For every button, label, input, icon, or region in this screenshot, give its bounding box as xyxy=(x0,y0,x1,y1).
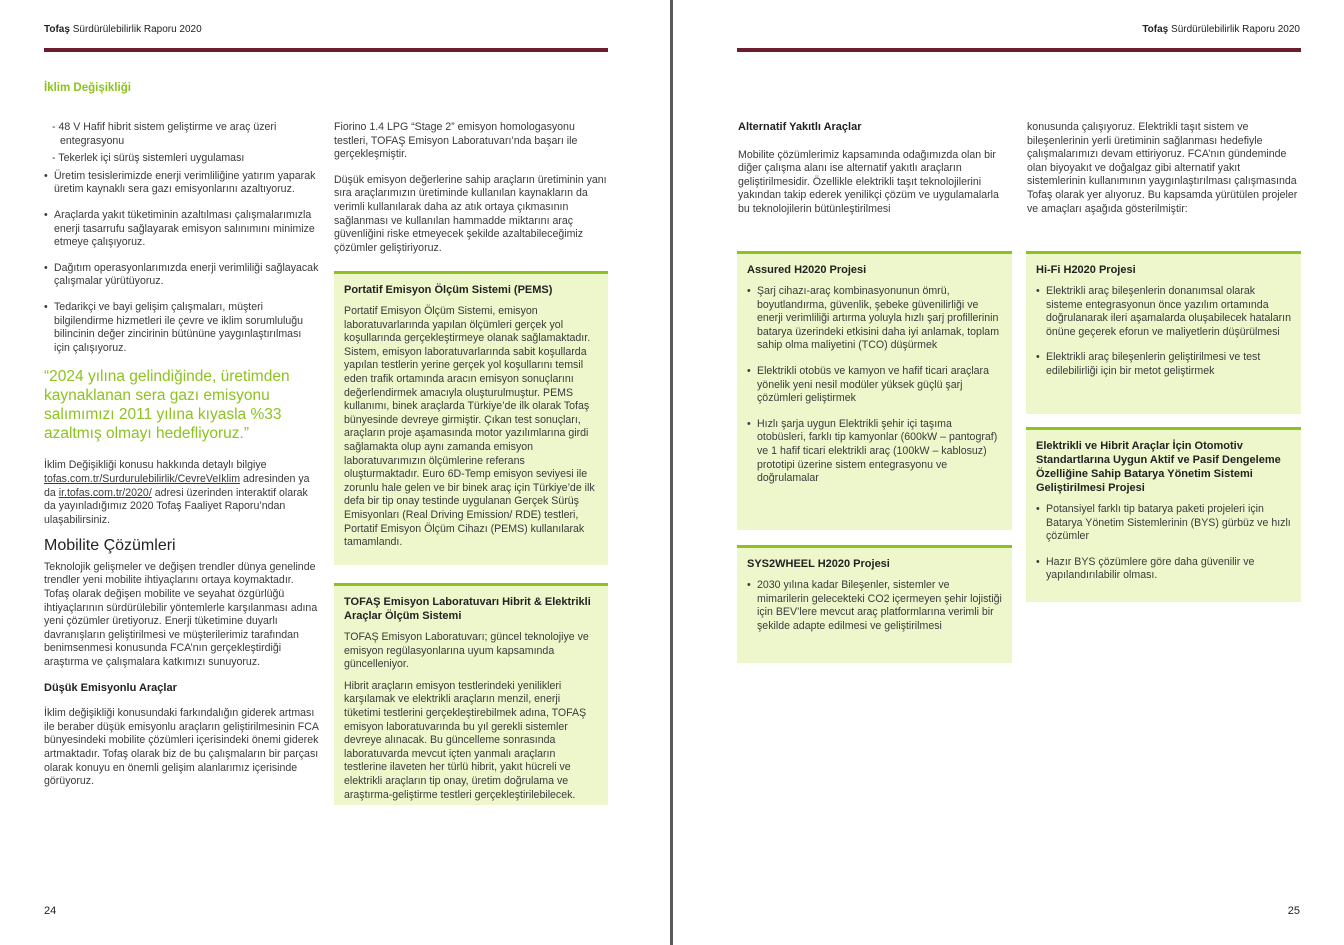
link-faaliyet-raporu[interactable]: ir.tofas.com.tr/2020/ xyxy=(58,486,152,499)
list-item: • Elektrikli araç bileşenlerin geliştirilmesi ve test edilebilirliği için bir metot geliştirmek xyxy=(1036,351,1291,378)
section-label: İklim Değişikliği xyxy=(44,82,131,94)
assured-box xyxy=(737,251,1012,530)
list-item: • Tedarikçi ve bayi gelişim çalışmaları, müşteri bilgilendirme hizmetleri ile çevre ve iklim sorumluluğu bilincinin değer zincirinin bütününe yaygınlaştırılması için çalışıyoruz. xyxy=(44,301,320,355)
mobility-heading: Mobilite Çözümleri xyxy=(44,537,176,555)
battery-box-title: Elektrikli ve Hibrit Araçlar İçin Otomotiv Standartlarına Uygun Aktif ve Pasif Dengeleme Özelliğine Sahip Batarya Yönetim Sistemi Geliştirilmesi Projesi xyxy=(1036,440,1281,494)
pems-box xyxy=(334,271,608,565)
header-brand: Tofaş xyxy=(44,24,70,35)
left-column-1 xyxy=(44,121,320,801)
page-right xyxy=(674,0,1344,945)
mobility-paragraph: Teknolojik gelişmeler ve değişen trendler dünya genelinde trendler yeni mobilite ihtiyaçlarını ortaya koymaktadır. Tofaş olarak değişen mobilite ve seyahat özgürlüğü ihtiyaçlarının sürdürülebilir yöntemlerle karşılanması adına yeni çözümler üretiyoruz. Enerji tüketimine duyarlı davranışların geliştirilmesi ve müşterilerimiz tarafından benimsenmesi konusunda FCA’nın gerçekleştirdiği araştırma ve çalışmalara katkımızı sunuyoruz. xyxy=(44,560,318,669)
page-number: 24 xyxy=(44,905,57,917)
list-item: • Şarj cihazı-araç kombinasyonunun ömrü, boyutlandırma, güvenlik, şebeke güvenilirliği ve enerji verimliliği artırma yoluyla hızlı şarj profillerinin batarya üzerindeki etkisini daha iyi anlamak, toplam sahip olma maliyetini (TCO) düşürmek xyxy=(747,285,1002,353)
page-number: 25 xyxy=(1287,905,1300,917)
paragraph: Düşük emisyon değerlerine sahip araçların üretiminin yanı sıra araçlarımızın üretiminde kullanılan kaynakların da verimli kullanılarak daha az atık ortaya çıkmasının sağlanması ve kullanılan hammadde miktarını araç güvenliğini riske etmeyecek şekilde azaltabileceğimiz çözümler geliştiriyoruz. xyxy=(334,173,607,254)
list-item: • 2030 yılına kadar Bileşenler, sistemler ve mimarilerin gelecekteki CO2 içermeyen şehir lojistiği için BEV’lere mevcut araç platformlarına verimli bir şekilde adapte edilmesi ve geliştirilmesi xyxy=(747,579,1002,633)
header-brand: Tofaş xyxy=(1142,24,1169,35)
lab-box-text: TOFAŞ Emisyon Laboratuvarı; güncel teknolojiye ve emisyon regülasyonlarına uyum kapsamında güncelleniyor. xyxy=(344,631,589,671)
link-cevre-iklim[interactable]: tofas.com.tr/Surdurulebilirlik/CevreVeIklim xyxy=(44,472,241,485)
list-item: • Üretim tesislerimizde enerji verimliliğine yatırım yaparak üretim kaynaklı sera gazı emisyonlarını azaltıyoruz. xyxy=(44,170,320,197)
paragraph: Fiorino 1.4 LPG “Stage 2” emisyon homologasyonu testleri, TOFAŞ Emisyon Laboratuvarı’nda başarı ile gerçekleşmiştir. xyxy=(334,121,578,161)
info-text: adresinden ya da xyxy=(44,472,310,499)
running-header xyxy=(1142,24,1300,35)
battery-box xyxy=(1026,427,1301,602)
page-left xyxy=(0,0,670,945)
hifi-box xyxy=(1026,251,1301,414)
right-column-1 xyxy=(738,121,1012,229)
list-item: • Dağıtım operasyonlarımızda enerji verimliliği sağlayacak çalışmalar yürütüyoruz. xyxy=(44,262,320,289)
running-header xyxy=(44,24,202,35)
info-paragraph xyxy=(44,459,320,527)
alt-fuel-paragraph: Mobilite çözümlerimiz kapsamında odağımızda olan bir diğer çalışma alanı ise alternatif yakıtlı araçların geliştirilmesidir. Özellikle elektrikli taşıt teknolojilerini yakından takip ederek yenilikçi çözüm ve uygulamalarla bu teknolojilerin bütünleştirilmesi xyxy=(738,148,999,215)
list-item: • Elektrikli otobüs ve kamyon ve hafif ticari araçlara yönelik yeni nesil modüler yüksek güçlü şarj çözümleri geliştirmek xyxy=(747,365,1002,406)
hifi-box-title: Hi-Fi H2020 Projesi xyxy=(1036,264,1136,276)
lab-box xyxy=(334,583,608,805)
pems-box-title: Portatif Emisyon Ölçüm Sistemi (PEMS) xyxy=(344,284,553,296)
lab-box-text: Hibrit araçların emisyon testlerindeki yenilikleri karşılamak ve elektrikli araçların menzil, enerji tüketimi testlerini gerçekleştirebilmek adına, TOFAŞ emisyon laboratuvarında bu yıl gerekli sistemler devreye alınacak. Bu güncelleme sonrasında laboratuvarda mevcut içten yanmalı araçların testlerine ilaveten her türlü hibrit, yakıt hücreli ve elektrikli araçların tip onay, üretim doğrulama ve araştırma-geliştirme testleri gerçekleştirilebilecek. xyxy=(344,679,587,801)
info-text: İklim Değişikliği konusu hakkında detaylı bilgiye xyxy=(44,459,267,472)
left-column-2 xyxy=(334,121,608,267)
pems-box-text: Portatif Emisyon Ölçüm Sistemi, emisyon laboratuvarlarında yapılan ölçümleri gerçek yol koşullarında gerçekleştirmeye olanak sağlamaktadır. Sistem, emisyon laboratuvarlarında sabit koşullarda yapılan testlerin yerine gerçek yol koşullarını temsil eden trafik ortamında aracın emisyon sonuçlarını değerlendirmek amacıyla oluşturulmuştur. PEMS kullanımı, binek araçlarda Türkiye’de ilk olarak Tofaş bünyesinde devreye girmiştir. Çıkan test sonuçları, araçların proje aşamasında motor yazılımlarına girdi sağlamakta olup aynı zamanda emisyon laboratuvarımızın ölçümlerine referans oluşturmaktadır. Euro 6D-Temp emisyon seviyesi ile zorunlu hale gelen ve bir binek araç için Türkiye’de ilk defa bir tip onay testinde uygulanan Gerçek Sürüş Emisyonları (Real Driving Emission/ RDE) testleri, Portatif Emisyon Ölçüm Cihazı (PEMS) kullanılarak tamamlandı. xyxy=(344,305,595,549)
low-emission-paragraph: İklim değişikliği konusundaki farkındalığın giderek artması ile beraber düşük emisyonlu araçların geliştirilmesinin FCA bünyesindeki mobilite çözümleri içerisindeki önemi giderek artmaktadır. Tofaş olarak biz de bu çalışmaların bir parçası olarak konuyu en önemli gelişim alanlarımız içerisinde görüyoruz. xyxy=(44,707,319,788)
right-column-2 xyxy=(1027,121,1301,228)
sys2wheel-box-title: SYS2WHEEL H2020 Projesi xyxy=(747,558,890,570)
info-text: adresi üzerinden interaktif olarak da yayınladığımız 2020 Tofaş Faaliyet Raporu’ndan ulaşabilirsiniz. xyxy=(44,486,308,526)
list-item: • Hazır BYS çözümlere göre daha güvenilir ve yapılandırılabilir olması. xyxy=(1036,556,1291,583)
list-item: • Hızlı şarja uygun Elektrikli şehir içi taşıma otobüsleri, farklı tip kamyonlar (600kW – pantograf) ve 1 hafif ticari elektrikli araç (100kW – kablosuz) prototipi üzerine sistem entegrasyonu ve doğrulamalar xyxy=(747,418,1002,486)
header-title: Sürdürülebilirlik Raporu 2020 xyxy=(69,24,202,35)
alt-fuel-heading: Alternatif Yakıtlı Araçlar xyxy=(738,121,862,133)
header-rule xyxy=(737,48,1301,52)
lab-box-title: TOFAŞ Emisyon Laboratuvarı Hibrit & Elektrikli Araçlar Ölçüm Sistemi xyxy=(344,596,591,622)
low-emission-heading: Düşük Emisyonlu Araçlar xyxy=(44,681,177,694)
dash-item: - 48 V Hafif hibrit sistem geliştirme ve araç üzeri entegrasyonu xyxy=(52,121,277,147)
header-rule xyxy=(44,48,608,52)
header-title: Sürdürülebilirlik Raporu 2020 xyxy=(1168,24,1300,35)
page-gutter xyxy=(670,0,673,945)
list-item: • Elektrikli araç bileşenlerin donanımsal olarak sisteme entegrasyonun önce yazılım ortamında doğrulanarak ileri aşamalarda oluşabilecek hataların önüne geçerek eforun ve maliyetlerin düşürülmesi xyxy=(1036,285,1291,339)
list-item: • Araçlarda yakıt tüketiminin azaltılması çalışmalarımızla enerji tasarrufu sağlayarak emisyon salınımını minimize etmeye çalışıyoruz. xyxy=(44,209,320,250)
dash-item: - Tekerlek içi sürüş sistemleri uygulaması xyxy=(52,152,245,165)
sys2wheel-box xyxy=(737,545,1012,663)
list-item: • Potansiyel farklı tip batarya paketi projeleri için Batarya Yönetim Sistemlerinin (BYS) gürbüz ve hızlı çözümler xyxy=(1036,503,1291,544)
projects-intro-paragraph: konusunda çalışıyoruz. Elektrikli taşıt sistem ve bileşenlerinin yerli üretiminin sağlanması hedefiyle çalışmalarımızı devam ettiriyoruz. FCA’nın gündeminde olan biyoyakıt ve doğalgaz gibi alternatif yakıt sistemlerinin kullanımının yaygınlaştırılması çalışmasında Tofaş olarak yer alıyoruz. Bu kapsamda yürütülen projeler ve amaçları aşağıda gösterilmiştir: xyxy=(1027,121,1298,215)
pull-quote: “2024 yılına gelindiğinde, üretimden kaynaklanan sera gazı emisyonu salımımızı 2011 yılına kıyasla %33 azaltmış olmayı hedefliyoruz.” xyxy=(44,368,290,443)
assured-box-title: Assured H2020 Projesi xyxy=(747,264,867,276)
